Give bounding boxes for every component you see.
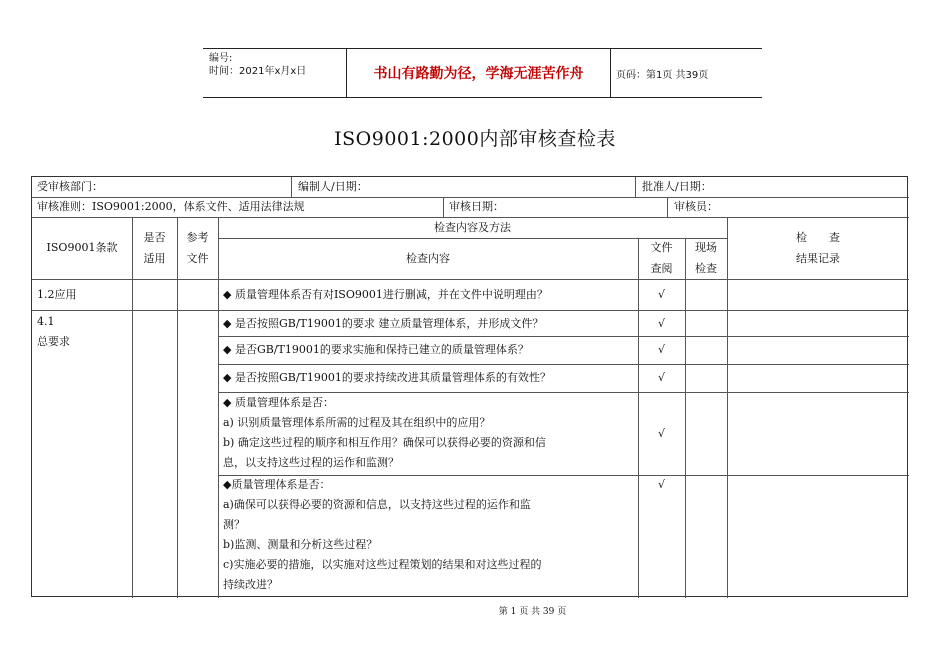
check-item: ◆ 质量管理体系是否： <box>223 396 334 409</box>
editor-label: 编制人/日期： <box>298 180 368 193</box>
check-item: ◆ 是否按照GB/T19001的要求持续改进其质量管理体系的有效性？ <box>223 371 551 384</box>
col-line <box>177 217 178 598</box>
check-item: 持续改进？ <box>223 578 278 591</box>
audit-criteria: 审核准则：ISO9001:2000，体系文件、适用法律法规 <box>37 200 305 213</box>
col-line <box>727 217 728 598</box>
col-header-reference: 文件 <box>186 252 209 265</box>
check-mark: √ <box>657 371 665 384</box>
header-divider <box>610 49 611 97</box>
check-item: b)监测、测量和分析这些过程？ <box>223 538 378 551</box>
col-line <box>635 177 636 197</box>
check-mark: √ <box>657 427 665 440</box>
col-header-applicable: 是否 <box>143 231 166 244</box>
clause-cell: 4.1 <box>37 315 55 328</box>
col-header-clause: ISO9001条款 <box>46 241 118 254</box>
col-header-content: 检查内容 <box>406 252 450 265</box>
col-line <box>443 197 444 217</box>
col-header-doc-review: 查阅 <box>650 262 673 275</box>
row-line <box>218 364 909 365</box>
col-header-method: 检查内容及方法 <box>434 221 511 234</box>
col-header-site-check: 现场 <box>695 241 717 254</box>
page-info: 页码：第1页 共39页 <box>616 70 709 81</box>
page-header <box>203 48 762 98</box>
check-mark: √ <box>657 288 665 301</box>
header-meta <box>209 52 347 78</box>
check-item: c)实施必要的措施，以实施对这些过程策划的结果和对这些过程的 <box>223 558 542 571</box>
serial-label: 编号: <box>209 53 233 64</box>
col-line <box>685 238 686 598</box>
row-line <box>218 336 909 337</box>
check-item: ◆ 质量管理体系否有对ISO9001进行删减，并在文件中说明理由？ <box>223 288 548 301</box>
check-item: 测？ <box>223 518 245 531</box>
approver-label: 批准人/日期： <box>642 180 712 193</box>
check-item: ◆ 是否GB/T19001的要求实施和保持已建立的质量管理体系？ <box>223 343 529 356</box>
check-item: b) 确定这些过程的顺序和相互作用？确保可以获得必要的资源和信 <box>223 436 546 449</box>
col-header-applicable: 适用 <box>143 252 166 265</box>
col-header-result: 结果记录 <box>796 252 840 265</box>
document-title: ISO9001:2000内部审核查检表 <box>334 128 616 150</box>
col-line <box>667 197 668 217</box>
row-line <box>32 310 909 311</box>
time-line: 时间：2021年x月x日 <box>209 66 307 77</box>
col-line <box>291 177 292 197</box>
row-line <box>32 279 909 280</box>
header-motto: 书山有路勤为径，学海无涯苦作舟 <box>373 66 584 82</box>
audit-checklist-table <box>31 176 908 597</box>
audited-dept-label: 受审核部门： <box>37 180 103 193</box>
check-mark: √ <box>657 478 665 491</box>
col-header-reference: 参考 <box>186 231 209 244</box>
audit-date-label: 审核日期： <box>449 200 504 213</box>
check-item: ◆ 是否按照GB/T19001的要求 建立质量管理体系，并形成文件？ <box>223 317 544 330</box>
check-mark: √ <box>657 343 665 356</box>
clause-cell: 1.2应用 <box>37 288 77 301</box>
col-header-site-check: 检查 <box>695 262 717 275</box>
check-item: ◆质量管理体系是否： <box>223 478 331 491</box>
col-line <box>218 217 219 598</box>
page-footer: 第 1 页 共 39 页 <box>498 607 567 617</box>
col-header-doc-review: 文件 <box>650 241 673 254</box>
check-item: 息，以支持这些过程的运作和监测？ <box>223 456 399 469</box>
clause-cell: 总要求 <box>37 335 70 348</box>
col-line <box>132 217 133 598</box>
check-item: a) 识别质量管理体系所需的过程及其在组织中的应用？ <box>223 416 491 429</box>
col-header-result: 检 查 <box>796 231 840 244</box>
check-mark: √ <box>657 317 665 330</box>
auditor-label: 审核员： <box>674 200 718 213</box>
check-item: a)确保可以获得必要的资源和信息，以支持这些过程的运作和监 <box>223 498 531 511</box>
